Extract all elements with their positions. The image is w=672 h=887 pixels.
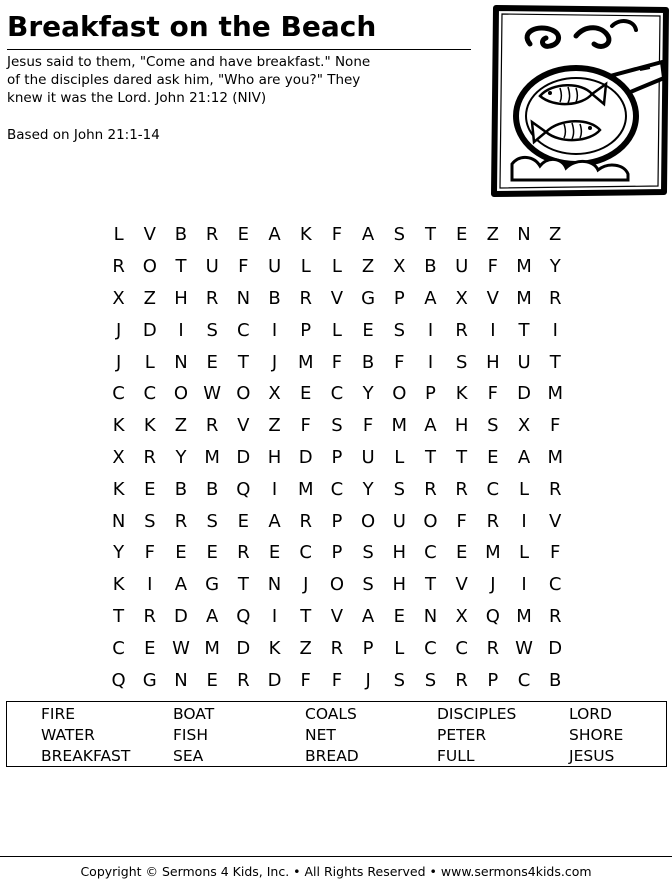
- grid-letter: C: [517, 669, 531, 691]
- grid-letter: S: [362, 574, 374, 596]
- grid-letter: V: [237, 415, 250, 437]
- grid-letter: Y: [362, 478, 374, 500]
- grid-letter: E: [237, 224, 250, 246]
- word-list-item: WATER: [41, 726, 95, 744]
- grid-letter: Q: [485, 605, 500, 627]
- grid-letter: K: [112, 415, 125, 437]
- page-title: Breakfast on the Beach: [7, 10, 377, 43]
- grid-letter: E: [206, 669, 218, 691]
- grid-letter: S: [455, 351, 468, 373]
- grid-letter: E: [237, 510, 250, 532]
- grid-letter: R: [548, 605, 562, 627]
- grid-letter: A: [424, 415, 437, 437]
- grid-letter: E: [144, 478, 156, 500]
- scripture-reference: Based on John 21:1-14: [7, 127, 160, 143]
- grid-letter: R: [237, 542, 250, 564]
- grid-letter: C: [424, 637, 437, 659]
- grid-letter: M: [204, 637, 220, 659]
- grid-letter: H: [392, 574, 407, 596]
- word-list-item: COALS: [305, 705, 357, 723]
- grid-letter: J: [115, 351, 122, 373]
- word-list-item: SEA: [173, 747, 204, 765]
- grid-letter: T: [424, 574, 436, 596]
- grid-letter: N: [423, 605, 438, 627]
- grid-letter: I: [271, 478, 278, 500]
- grid-letter: M: [516, 287, 532, 309]
- grid-letter: P: [487, 669, 499, 691]
- verse-text: [7, 53, 475, 107]
- grid-letter: H: [454, 415, 469, 437]
- grid-letter: F: [550, 542, 561, 564]
- grid-letter: F: [331, 351, 343, 373]
- grid-row: [103, 314, 571, 346]
- grid-letter: S: [144, 510, 156, 532]
- grid-letter: F: [300, 669, 311, 691]
- grid-letter: Z: [486, 224, 500, 246]
- grid-letter: D: [267, 669, 282, 691]
- grid-letter: H: [486, 351, 500, 373]
- grid-letter: T: [518, 319, 530, 341]
- grid-letter: T: [113, 605, 125, 627]
- grid-letter: M: [297, 478, 314, 500]
- word-list-item: JESUS: [569, 747, 615, 765]
- grid-letter: E: [206, 351, 218, 373]
- grid-letter: F: [550, 415, 561, 437]
- grid-letter: S: [393, 319, 405, 341]
- grid-letter: R: [486, 637, 500, 659]
- grid-row: [103, 410, 571, 442]
- grid-letter: U: [205, 256, 219, 278]
- grid-letter: C: [455, 637, 468, 659]
- grid-letter: A: [268, 510, 281, 532]
- grid-letter: Y: [549, 256, 561, 278]
- grid-letter: U: [267, 256, 282, 278]
- grid-row: [103, 346, 571, 378]
- grid-letter: V: [455, 574, 468, 596]
- grid-letter: R: [455, 319, 468, 341]
- grid-letter: F: [331, 669, 343, 691]
- grid-letter: R: [330, 637, 344, 659]
- grid-letter: J: [271, 351, 278, 373]
- grid-letter: K: [299, 224, 312, 246]
- grid-letter: P: [425, 383, 436, 405]
- grid-letter: Q: [236, 605, 251, 627]
- grid-letter: F: [238, 256, 249, 278]
- grid-letter: R: [205, 287, 219, 309]
- grid-letter: K: [112, 478, 125, 500]
- grid-letter: L: [300, 256, 311, 278]
- footer-divider: [0, 856, 672, 857]
- grid-letter: I: [490, 319, 496, 341]
- grid-row: [103, 664, 571, 696]
- grid-letter: O: [142, 256, 157, 278]
- grid-letter: J: [115, 319, 122, 341]
- grid-letter: N: [174, 669, 188, 691]
- grid-letter: O: [423, 510, 438, 532]
- grid-letter: S: [331, 415, 343, 437]
- grid-letter: C: [143, 383, 157, 405]
- grid-letter: V: [549, 510, 562, 532]
- grid-letter: U: [455, 256, 469, 278]
- grid-row: [103, 632, 571, 664]
- grid-row: [103, 569, 571, 601]
- grid-letter: E: [144, 637, 156, 659]
- grid-letter: B: [268, 287, 281, 309]
- grid-letter: I: [271, 319, 278, 341]
- grid-letter: H: [174, 287, 188, 309]
- grid-letter: R: [299, 287, 312, 309]
- verse-line: knew it was the Lord. John 21:12 (NIV): [7, 90, 267, 106]
- grid-letter: B: [549, 669, 562, 691]
- grid-letter: E: [175, 542, 187, 564]
- grid-letter: F: [487, 383, 499, 405]
- grid-letter: R: [174, 510, 188, 532]
- grid-letter: T: [549, 351, 561, 373]
- grid-letter: R: [237, 669, 250, 691]
- word-column: [569, 704, 623, 767]
- grid-letter: C: [112, 383, 125, 405]
- grid-letter: R: [548, 287, 562, 309]
- grid-letter: B: [205, 478, 219, 500]
- grid-letter: X: [393, 256, 406, 278]
- grid-letter: T: [424, 446, 436, 468]
- fish-on-skillet-icon: [490, 4, 670, 198]
- grid-letter: M: [547, 383, 563, 405]
- grid-letter: X: [268, 383, 281, 405]
- grid-letter: A: [361, 605, 375, 627]
- grid-letter: T: [456, 446, 468, 468]
- grid-letter: E: [362, 319, 374, 341]
- grid-letter: P: [362, 637, 374, 659]
- grid-letter: V: [330, 605, 344, 627]
- word-list-item: PETER: [437, 726, 487, 744]
- word-column: [437, 704, 516, 767]
- grid-letter: T: [237, 574, 249, 596]
- grid-letter: W: [203, 383, 222, 405]
- grid-letter: S: [393, 224, 405, 246]
- grid-letter: S: [206, 319, 218, 341]
- grid-letter: M: [204, 446, 220, 468]
- grid-letter: C: [548, 574, 562, 596]
- word-list-item: LORD: [569, 705, 612, 723]
- grid-letter: S: [424, 669, 437, 691]
- grid-letter: A: [174, 574, 188, 596]
- grid-letter: O: [361, 510, 376, 532]
- grid-letter: F: [331, 224, 343, 246]
- grid-letter: B: [174, 478, 188, 500]
- grid-letter: C: [330, 478, 344, 500]
- grid-letter: K: [268, 637, 281, 659]
- title-divider: [7, 49, 471, 50]
- grid-letter: I: [147, 574, 153, 596]
- grid-letter: B: [174, 224, 188, 246]
- grid-letter: Y: [362, 383, 374, 405]
- grid-row: [103, 505, 571, 537]
- grid-letter: Q: [111, 669, 126, 691]
- grid-letter: I: [427, 319, 434, 341]
- grid-letter: W: [172, 637, 190, 659]
- word-column: [305, 704, 359, 767]
- grid-row: [103, 251, 571, 283]
- grid-letter: M: [516, 256, 532, 278]
- grid-letter: Z: [143, 287, 156, 309]
- grid-letter: T: [237, 351, 249, 373]
- grid-row: [103, 442, 571, 474]
- grid-row: [103, 473, 571, 505]
- grid-letter: E: [393, 605, 405, 627]
- grid-letter: N: [174, 351, 188, 373]
- grid-letter: E: [300, 383, 312, 405]
- grid-letter: E: [206, 542, 218, 564]
- grid-letter: O: [392, 383, 407, 405]
- grid-letter: P: [331, 510, 343, 532]
- grid-letter: R: [548, 478, 562, 500]
- grid-letter: M: [485, 542, 501, 564]
- word-list-item: FULL: [437, 747, 475, 765]
- grid-letter: I: [427, 351, 434, 373]
- grid-letter: R: [205, 415, 219, 437]
- grid-letter: Z: [549, 224, 562, 246]
- word-list-item: DISCIPLES: [437, 705, 517, 723]
- grid-letter: P: [393, 287, 405, 309]
- grid-letter: E: [455, 542, 468, 564]
- grid-row: [103, 283, 571, 315]
- grid-letter: U: [517, 351, 531, 373]
- verse-line: Jesus said to them, "Come and have breakfast." None: [7, 54, 371, 70]
- grid-letter: L: [519, 478, 530, 500]
- grid-letter: C: [237, 319, 250, 341]
- grid-letter: U: [392, 510, 406, 532]
- grid-letter: C: [424, 542, 437, 564]
- grid-letter: J: [303, 574, 309, 596]
- grid-letter: Z: [268, 415, 281, 437]
- grid-letter: M: [547, 446, 563, 468]
- grid-letter: I: [521, 510, 527, 532]
- grid-letter: R: [143, 605, 157, 627]
- grid-letter: P: [300, 319, 312, 341]
- grid-letter: I: [521, 574, 527, 596]
- grid-letter: K: [455, 383, 468, 405]
- grid-letter: S: [393, 478, 405, 500]
- grid-letter: D: [236, 446, 251, 468]
- word-list-item: NET: [305, 726, 336, 744]
- grid-letter: L: [331, 256, 342, 278]
- word-list-item: BREAKFAST: [41, 747, 131, 765]
- grid-letter: X: [112, 446, 125, 468]
- word-search-grid: [103, 219, 571, 696]
- grid-letter: N: [111, 510, 126, 532]
- grid-letter: O: [173, 383, 189, 405]
- grid-letter: A: [205, 605, 219, 627]
- grid-letter: L: [144, 351, 155, 373]
- grid-letter: C: [112, 637, 125, 659]
- grid-letter: H: [267, 446, 282, 468]
- grid-letter: L: [519, 542, 530, 564]
- grid-letter: T: [424, 224, 436, 246]
- grid-letter: S: [362, 542, 374, 564]
- word-list-item: FIRE: [41, 705, 76, 723]
- grid-letter: R: [486, 510, 500, 532]
- grid-letter: K: [112, 574, 125, 596]
- grid-letter: Y: [175, 446, 187, 468]
- grid-letter: K: [143, 415, 156, 437]
- grid-letter: G: [361, 287, 376, 309]
- grid-letter: I: [552, 319, 558, 341]
- grid-letter: A: [361, 224, 375, 246]
- word-list-item: FISH: [173, 726, 208, 744]
- grid-letter: R: [424, 478, 437, 500]
- grid-letter: N: [517, 224, 531, 246]
- grid-letter: I: [271, 605, 278, 627]
- grid-letter: F: [487, 256, 499, 278]
- grid-letter: D: [548, 637, 563, 659]
- grid-letter: F: [144, 542, 155, 564]
- grid-letter: V: [330, 287, 344, 309]
- grid-letter: Z: [299, 637, 312, 659]
- grid-letter: N: [236, 287, 251, 309]
- grid-letter: E: [487, 446, 499, 468]
- grid-letter: A: [517, 446, 531, 468]
- grid-letter: W: [515, 637, 533, 659]
- grid-letter: F: [456, 510, 467, 532]
- word-list-box: [6, 701, 667, 767]
- grid-letter: C: [299, 542, 312, 564]
- grid-letter: T: [175, 256, 187, 278]
- grid-letter: S: [487, 415, 499, 437]
- grid-letter: D: [236, 637, 251, 659]
- grid-letter: L: [394, 637, 405, 659]
- grid-letter: C: [330, 383, 344, 405]
- grid-letter: Y: [113, 542, 125, 564]
- grid-letter: Z: [361, 256, 375, 278]
- grid-letter: O: [329, 574, 344, 596]
- grid-letter: R: [205, 224, 219, 246]
- grid-letter: R: [455, 669, 468, 691]
- grid-letter: V: [143, 224, 156, 246]
- grid-letter: P: [331, 446, 343, 468]
- grid-letter: N: [267, 574, 282, 596]
- grid-letter: R: [143, 446, 157, 468]
- grid-letter: C: [486, 478, 500, 500]
- grid-letter: X: [455, 287, 468, 309]
- verse-line: of the disciples dared ask him, "Who are you?" They: [7, 72, 361, 88]
- grid-letter: A: [424, 287, 437, 309]
- grid-letter: X: [455, 605, 468, 627]
- grid-letter: T: [300, 605, 312, 627]
- grid-letter: X: [112, 287, 125, 309]
- grid-letter: U: [361, 446, 375, 468]
- grid-letter: E: [455, 224, 468, 246]
- word-column: [41, 704, 130, 767]
- grid-letter: Z: [174, 415, 188, 437]
- grid-letter: L: [331, 319, 342, 341]
- grid-letter: J: [490, 574, 496, 596]
- grid-letter: M: [391, 415, 408, 437]
- grid-letter: F: [300, 415, 311, 437]
- grid-letter: L: [113, 224, 124, 246]
- word-column: [173, 704, 214, 767]
- grid-letter: B: [361, 351, 375, 373]
- grid-letter: J: [365, 669, 371, 691]
- grid-letter: E: [268, 542, 281, 564]
- grid-letter: P: [331, 542, 343, 564]
- grid-letter: D: [517, 383, 531, 405]
- grid-letter: S: [206, 510, 218, 532]
- grid-row: [103, 378, 571, 410]
- grid-row: [103, 601, 571, 633]
- grid-letter: I: [178, 319, 184, 341]
- grid-letter: A: [268, 224, 281, 246]
- word-list-item: BOAT: [173, 705, 215, 723]
- grid-letter: F: [362, 415, 374, 437]
- grid-letter: O: [236, 383, 251, 405]
- grid-row: [103, 537, 571, 569]
- grid-letter: V: [486, 287, 499, 309]
- grid-letter: G: [205, 574, 220, 596]
- grid-row: [103, 219, 571, 251]
- word-list-item: BREAD: [305, 747, 359, 765]
- grid-letter: M: [516, 605, 532, 627]
- grid-letter: R: [112, 256, 125, 278]
- grid-letter: X: [517, 415, 531, 437]
- grid-letter: R: [299, 510, 312, 532]
- grid-letter: D: [142, 319, 157, 341]
- grid-letter: L: [394, 446, 405, 468]
- grid-letter: M: [297, 351, 314, 373]
- copyright-footer: Copyright © Sermons 4 Kids, Inc. • All Rights Reserved • www.sermons4kids.com: [80, 864, 592, 879]
- grid-letter: S: [393, 669, 405, 691]
- grid-letter: D: [298, 446, 313, 468]
- grid-letter: G: [142, 669, 157, 691]
- grid-letter: B: [424, 256, 437, 278]
- grid-letter: D: [174, 605, 188, 627]
- grid-letter: F: [394, 351, 405, 373]
- grid-letter: H: [392, 542, 407, 564]
- grid-letter: R: [455, 478, 468, 500]
- grid-letter: Q: [236, 478, 251, 500]
- word-list-item: SHORE: [569, 726, 624, 744]
